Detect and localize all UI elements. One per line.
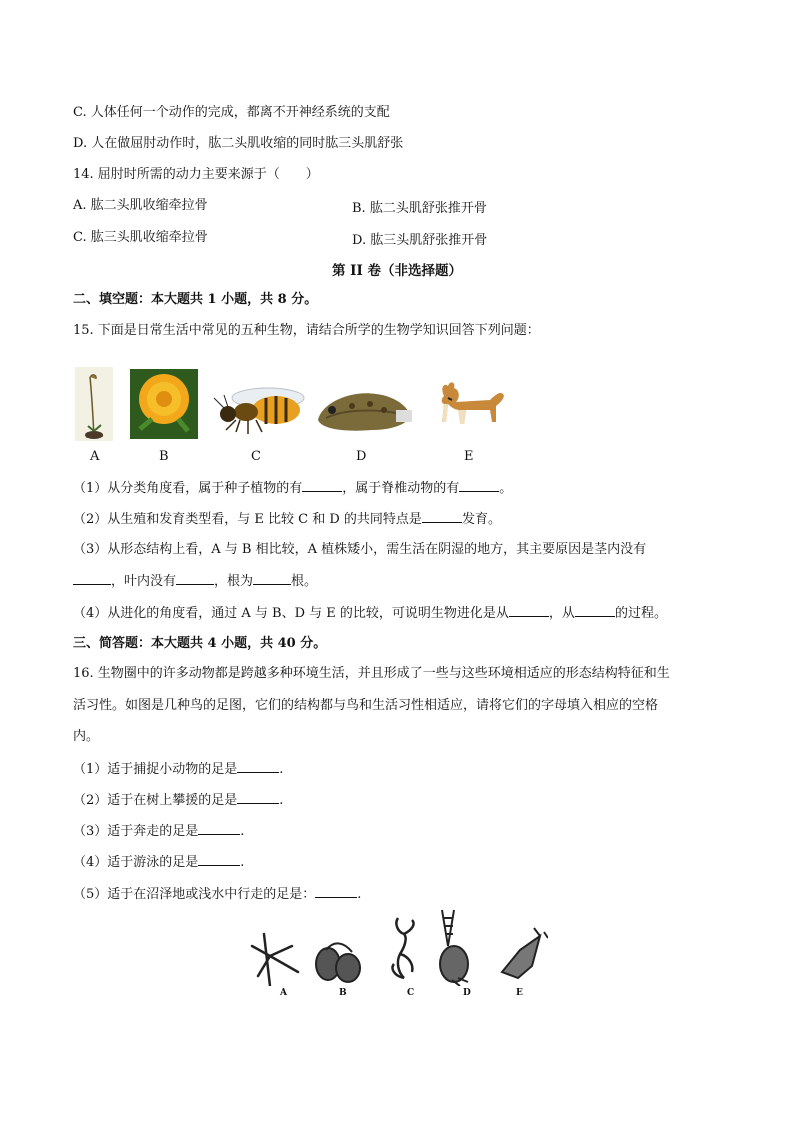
q15-part4-text2: ，从 (548, 606, 575, 621)
q15-part3-end: 根。 (291, 574, 318, 589)
period: . (240, 824, 245, 839)
answer-blank[interactable] (459, 479, 499, 492)
q15-part4 (73, 604, 667, 623)
q16-part2 (73, 791, 283, 810)
q16-part1-text: （1）适于捕捉小动物的足是 (73, 762, 238, 777)
q16-part5-text: （5）适于在沼泽地或浅水中行走的足是： (73, 887, 316, 902)
q15-part1-end: 。 (499, 481, 513, 496)
bird-feet-figure (248, 906, 548, 986)
q16-stem-line3: 内。 (73, 729, 100, 744)
q15-stem: 15. 下面是日常生活中常见的五种生物，请结合所学的生物学知识回答下列问题： (73, 323, 540, 338)
answer-blank[interactable] (176, 572, 214, 585)
answer-blank[interactable] (422, 510, 462, 523)
q14-option-c: C. 肱三头肌收缩牵拉骨 (73, 230, 208, 245)
q15-part3-cont (73, 572, 317, 591)
organism-label-c: C (251, 449, 261, 464)
foot-label-c: C (407, 988, 415, 998)
q16-part3-text: （3）适于奔走的足是 (73, 824, 199, 839)
answer-blank[interactable] (198, 853, 240, 866)
q16-part3 (73, 822, 244, 841)
q15-part3: （3）从形态结构上看，A 与 B 相比较，A 植株矮小，需生活在阴湿的地方，其主要原因是茎内没有 (73, 542, 647, 557)
q16-part4-text: （4）适于游泳的足是 (73, 855, 199, 870)
section-title: 第 II 卷（非选择题） (331, 263, 463, 279)
dog-image (430, 376, 510, 440)
q15-part2-end: 发育。 (461, 512, 501, 527)
q14-stem: 14. 屈肘时所需的动力主要来源于（ ） (73, 167, 319, 182)
q15-part1 (73, 479, 512, 498)
q16-stem-line1: 16. 生物圈中的许多动物都是跨越多种环境生活，并且形成了一些与这些环境相适应的形态结构特征和生 (73, 666, 670, 681)
section3-heading: 三、简答题：本大题共 4 小题，共 40 分。 (73, 636, 327, 651)
answer-blank[interactable] (237, 760, 279, 773)
q16-part1 (73, 760, 283, 779)
organism-label-a: A (90, 449, 100, 464)
moss-image (75, 367, 113, 441)
answer-blank[interactable] (302, 479, 342, 492)
q15-part1-text: （1）从分类角度看，属于种子植物的有 (73, 481, 303, 496)
answer-blank[interactable] (253, 572, 291, 585)
q15-part3-text2: ，叶内没有 (111, 574, 177, 589)
organism-label-e: E (464, 449, 474, 464)
q15-part2-text: （2）从生殖和发育类型看，与 E 比较 C 和 D 的共同特点是 (73, 512, 422, 527)
q15-part4-end: 的过程。 (614, 606, 667, 621)
bee-image (206, 380, 306, 436)
foot-a-drawing (252, 934, 298, 986)
q15-part2 (73, 510, 501, 529)
period: . (279, 762, 284, 777)
q15-part4-text: （4）从进化的角度看，通过 A 与 B、D 与 E 的比较，可说明生物进化是从 (73, 606, 509, 621)
foot-d-drawing (440, 910, 468, 986)
q16-part5 (73, 885, 361, 904)
answer-blank[interactable] (73, 572, 111, 585)
q14-option-a: A. 肱二头肌收缩牵拉骨 (73, 198, 208, 213)
answer-blank[interactable] (315, 885, 357, 898)
frog-image (312, 380, 414, 436)
q15-part3-text3: ，根为 (214, 574, 254, 589)
q13-option-c: C. 人体任何一个动作的完成，都离不开神经系统的支配 (73, 105, 390, 120)
answer-blank[interactable] (237, 791, 279, 804)
sunflower-image (130, 369, 198, 439)
q14-option-b: B. 肱二头肌舒张推开骨 (352, 201, 487, 216)
q14-option-d: D. 肱三头肌舒张推开骨 (352, 233, 488, 248)
organism-label-b: B (159, 449, 169, 464)
period: . (240, 855, 245, 870)
answer-blank[interactable] (575, 604, 615, 617)
foot-e-drawing (502, 928, 548, 978)
foot-label-b: B (339, 988, 347, 998)
organism-label-d: D (356, 449, 367, 464)
answer-blank[interactable] (509, 604, 549, 617)
period: . (357, 887, 362, 902)
foot-label-a: A (280, 988, 287, 998)
q16-part4 (73, 853, 244, 872)
foot-b-drawing (316, 943, 360, 982)
q13-option-d: D. 人在做屈肘动作时，肱二头肌收缩的同时肱三头肌舒张 (73, 136, 404, 151)
foot-c-drawing (392, 918, 413, 978)
section2-heading: 二、填空题：本大题共 1 小题，共 8 分。 (73, 292, 318, 307)
q15-part1-text2: ，属于脊椎动物的有 (342, 481, 460, 496)
period: . (279, 793, 284, 808)
q16-part2-text: （2）适于在树上攀援的足是 (73, 793, 238, 808)
foot-label-e: E (516, 988, 523, 998)
q16-stem-line2: 活习性。如图是几种鸟的足图，它们的结构都与鸟和生活习性相适应，请将它们的字母填入相应的空格 (73, 698, 659, 713)
foot-label-d: D (463, 988, 471, 998)
answer-blank[interactable] (198, 822, 240, 835)
